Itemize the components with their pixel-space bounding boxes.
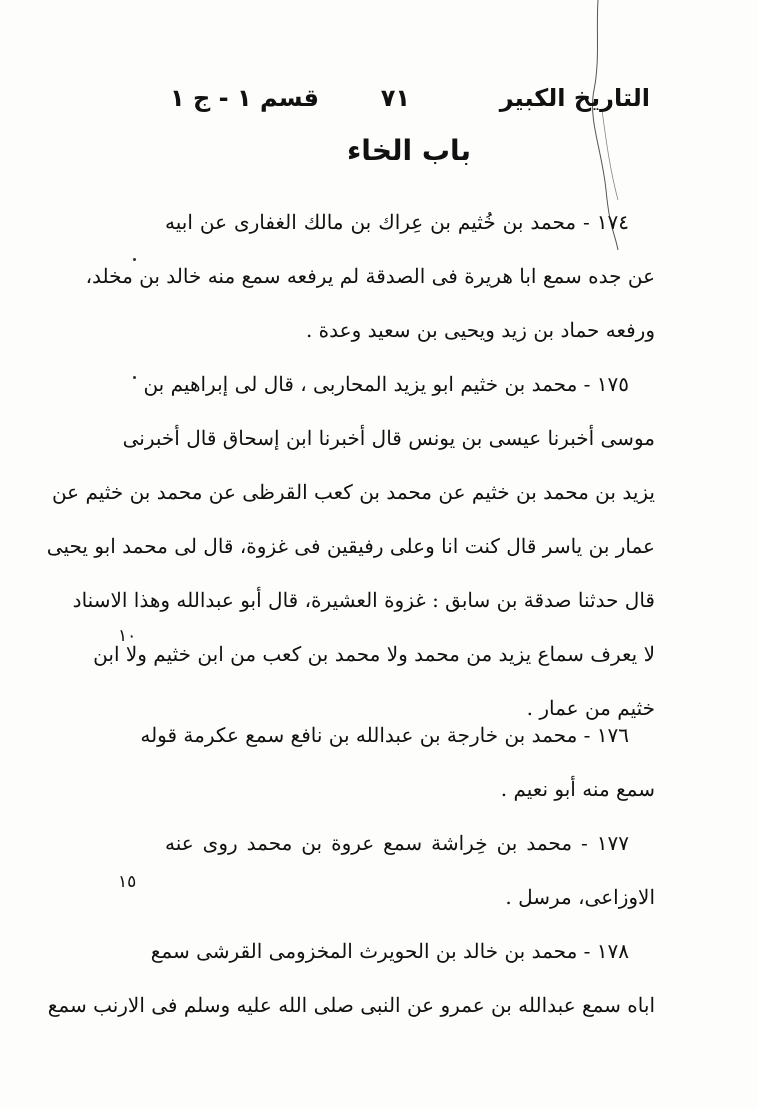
entry-178 bbox=[47, 924, 655, 1032]
margin-line-number: ١٠ bbox=[118, 626, 137, 646]
header-book-title: التاريخ الكبير bbox=[499, 84, 650, 112]
entry-line: الاوزاعى، مرسل . bbox=[505, 885, 655, 909]
entry-line: خثيم من عمار . bbox=[526, 696, 655, 720]
entry-line: ١٧٦ - محمد بن خارجة بن عبدالله بن نافع سمع عكرمة قوله bbox=[140, 723, 629, 747]
entry-line: اباه سمع عبدالله بن عمرو عن النبى صلى الله عليه وسلم فى الارنب سمع bbox=[47, 993, 655, 1017]
header-section: قسم ١ - ج ١ bbox=[170, 84, 319, 112]
entry-line: يزيد بن محمد بن خثيم عن محمد بن كعب القرظى عن محمد بن خثيم عن bbox=[51, 480, 655, 504]
entry-line: عن جده سمع ابا هريرة فى الصدقة لم يرفعه سمع منه خالد بن مخلد، bbox=[85, 264, 655, 288]
margin-line-number: ١٥ bbox=[118, 872, 137, 892]
entry-line: موسى أخبرنا عيسى بن يونس قال أخبرنا ابن إسحاق قال أخبرنى bbox=[122, 426, 655, 450]
entry-line: ١٧٨ - محمد بن خالد بن الحويرث المخزومى القرشى سمع bbox=[150, 939, 629, 963]
header-page-number: ٧١ bbox=[380, 84, 410, 112]
entry-line: ١٧٧ - محمد بن خِراشة سمع عروة بن محمد روى عنه bbox=[165, 831, 629, 855]
entry-line: لا يعرف سماع يزيد من محمد ولا محمد بن كعب من ابن خثيم ولا ابن bbox=[93, 642, 655, 666]
entry-line: ١٧٤ - محمد بن خُثيم بن عِراك بن مالك الغفارى عن ابيه bbox=[165, 210, 629, 234]
entry-174 bbox=[85, 195, 655, 357]
page-header bbox=[170, 84, 650, 124]
chapter-title: باب الخاء bbox=[346, 134, 472, 167]
entry-line: ورفعه حماد بن زيد ويحيى بن سعيد وعدة . bbox=[305, 318, 655, 342]
ink-speck bbox=[133, 376, 136, 379]
entry-line: ١٧٥ - محمد بن خثيم ابو يزيد المحاربى ، قال لى إبراهيم بن bbox=[143, 372, 629, 396]
entry-line: عمار بن ياسر قال كنت انا وعلى رفيقين فى غزوة، قال لى محمد ابو يحيى bbox=[46, 534, 655, 558]
entry-line: قال حدثنا صدقة بن سابق : غزوة العشيرة، قال أبو عبدالله وهذا الاسناد bbox=[72, 588, 655, 612]
entry-176 bbox=[140, 708, 655, 816]
entry-line: سمع منه أبو نعيم . bbox=[500, 777, 655, 801]
entry-177 bbox=[165, 816, 655, 924]
